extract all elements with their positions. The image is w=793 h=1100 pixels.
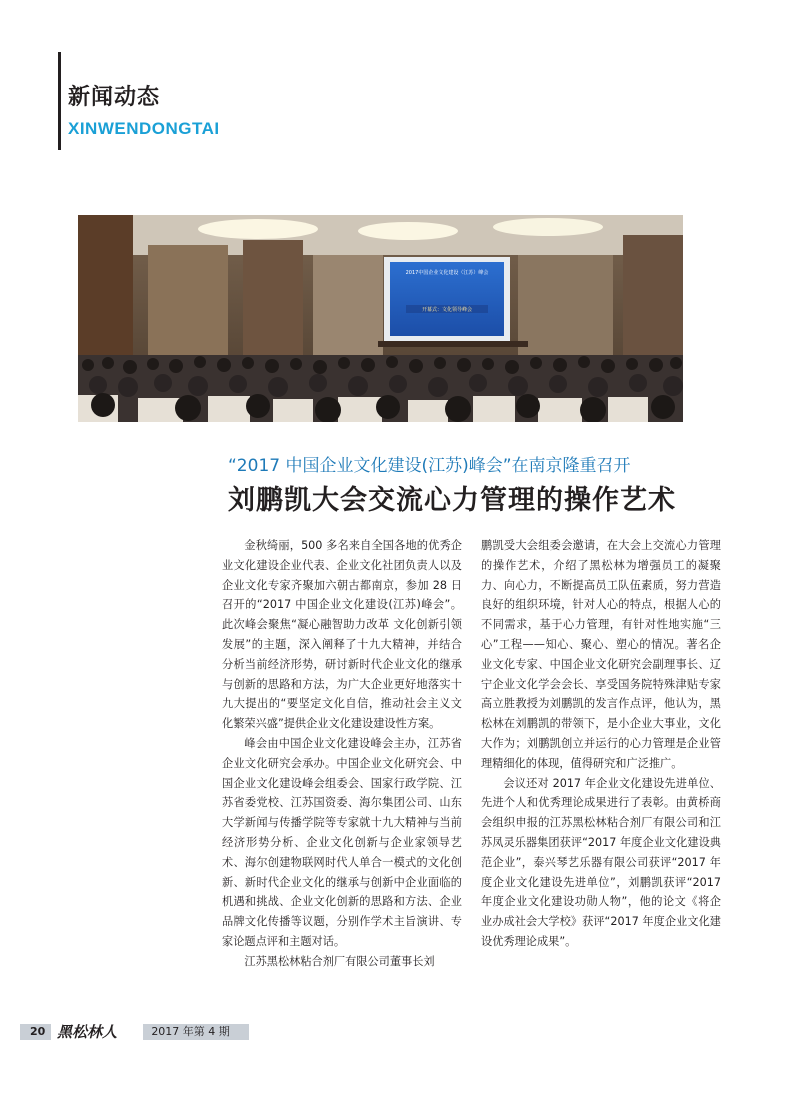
section-title: 新闻动态 bbox=[68, 85, 161, 110]
page-footer bbox=[20, 1024, 249, 1040]
article-headline: 刘鹏凯大会交流心力管理的操作艺术 bbox=[228, 485, 676, 516]
article-paragraph-continued: 鹏凯受大会组委会邀请，在大会上交流心力管理的操作艺术，介绍了黑松林为增强员工的凝聚力、向心力，不断提高员工队伍素质，努力营造良好的组织环境，针对人心的特点，根据人心的不同需求，基于心力管理，有针对性地实施“三心”工程——知心、聚心、塑心的情况。著名企业文化专家、中国企业文化研究会副理事长、辽宁企业文化学会会长、享受国务院特殊津贴专家高立胜教授为刘鹏凯的发言作点评，他认为，黑松林在刘鹏凯的带领下，是小企业大事业，文化大作为；刘鹏凯创立并运行的心力管理是企业管理精细化的体现，值得研究和广泛推广。 bbox=[481, 539, 721, 770]
page-number: 20 bbox=[20, 1024, 51, 1040]
section-subtitle: XINWENDONGTAI bbox=[68, 119, 220, 138]
article-column-left bbox=[222, 536, 462, 972]
section-accent-bar bbox=[58, 52, 61, 150]
issue-label: 2017 年第 4 期 bbox=[143, 1024, 249, 1040]
svg-text:黑松林人: 黑松林人 bbox=[57, 1023, 118, 1041]
article-subheadline: “2017 中国企业文化建设(江苏)峰会”在南京隆重召开 bbox=[228, 456, 631, 476]
screen-subtitle-text: 开幕式：文化领导峰会 bbox=[421, 307, 473, 313]
article-column-right bbox=[481, 536, 721, 952]
article-paragraph: 会议还对 2017 年企业文化建设先进单位、先进个人和优秀理论成果进行了表彰。由黄桥商会组织申报的江苏黑松林粘合剂厂有限公司和江苏凤灵乐器集团获评“2017 年度企业文化建设典范企业”，泰兴琴艺乐器有限公司获评“2017 年度企业文化建设先进单位”，刘鹏凯获评“2017 年度企业文化建设功勋人物”，他的论文《将企业办成社会大学校》获评“2017 年度企业文化建设优秀理论成果”。 bbox=[481, 776, 721, 948]
conference-photo bbox=[78, 215, 683, 422]
article-paragraph: 江苏黑松林粘合剂厂有限公司董事长刘 bbox=[244, 954, 435, 968]
brand-logo bbox=[57, 1023, 137, 1041]
article-paragraph: 金秋绮丽，500 多名来自全国各地的优秀企业文化建设企业代表、企业文化社团负责人以及企业文化专家齐聚加六朝古都南京，参加 28 日召开的“2017 中国企业文化建设(江苏)峰会”。此次峰会聚焦“凝心融智助力改革 文化创新引领发展”的主题，深入阐释了十九大精神，并结合分析当前经济形势，研讨新时代企业文化的继承与创新的思路和方法，为广大企业更好地落实十九大提出的“要坚定文化自信，推动社会主义文化繁荣兴盛”提供企业文化建设建设性方案。 bbox=[222, 539, 462, 731]
article-paragraph: 峰会由中国企业文化建设峰会主办，江苏省企业文化研究会承办。中国企业文化研究会、中国企业文化建设峰会组委会、国家行政学院、江苏省委党校、江苏国资委、海尔集团公司、山东大学新闻与传播学院等专家就十九大精神与当前经济形势分析、企业文化创新与企业家领导艺术、海尔创建物联网时代人单合一模式的文化创新、新时代企业文化的继承与创新中企业面临的机遇和挑战、企业文化创新的思路和方法、企业品牌文化传播等议题，分别作学术主旨演讲、专家论题点评和主题对话。 bbox=[222, 736, 462, 948]
screen-banner-text: 2017中国企业文化建设（江苏）峰会 bbox=[405, 270, 489, 276]
